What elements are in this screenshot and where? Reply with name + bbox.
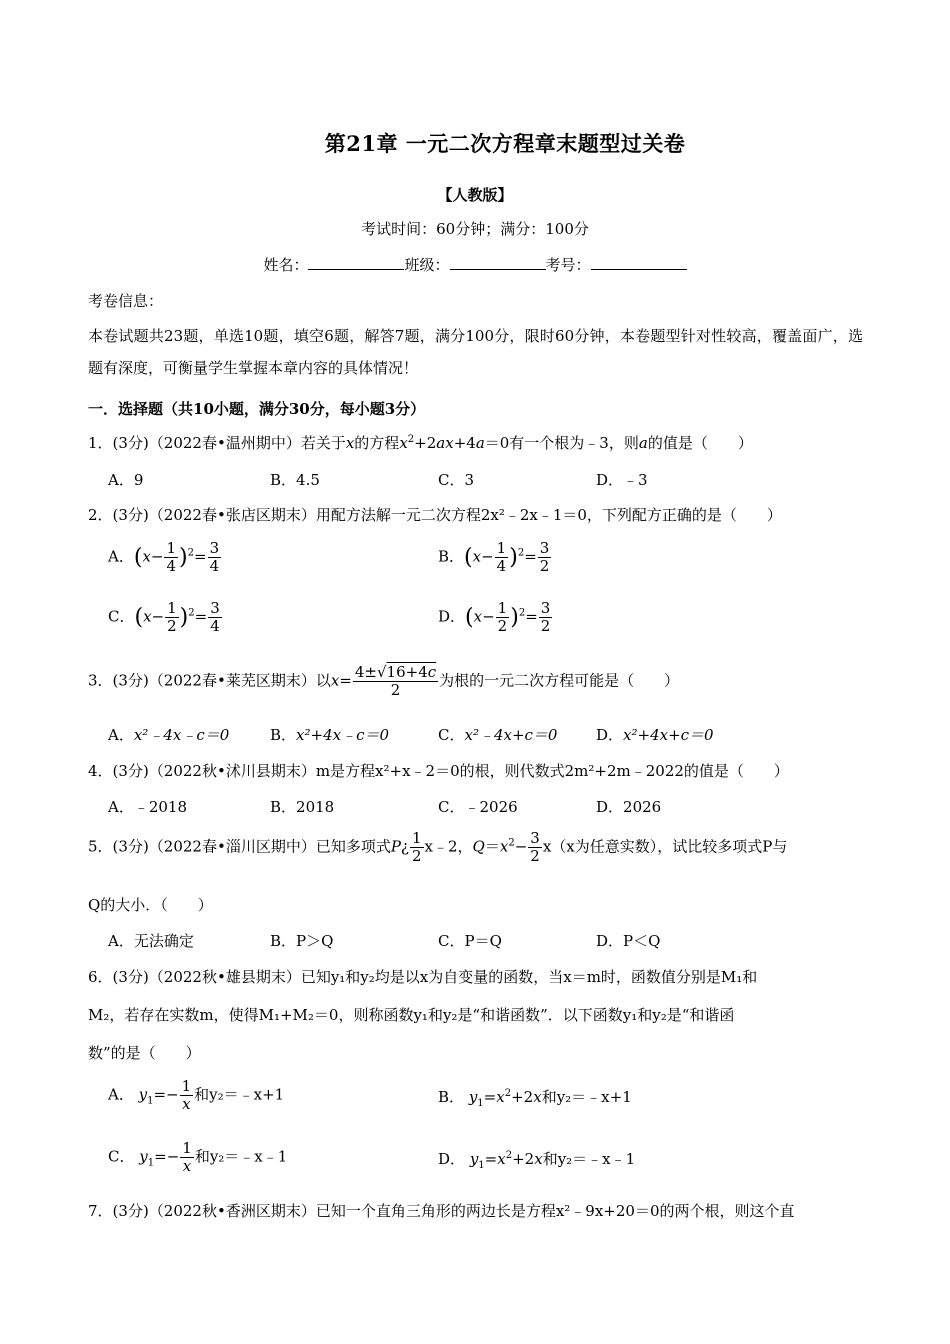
question-5-line2: Q的大小．（ ） xyxy=(88,896,213,914)
q2-option-a[interactable]: A．(x− $\frac{1}{4}$ )$^2$= $\frac{3}{4}$ xyxy=(108,539,220,575)
q1-option-a[interactable]: A．9 xyxy=(108,471,144,489)
class-blank[interactable] xyxy=(450,255,546,270)
question-4: 4．(3分)（2022秋•沭川县期末）m是方程x²+x﹣2＝0的根，则代数式2m²+2m﹣2022的值是（ ） xyxy=(88,762,789,780)
q6-option-d[interactable]: D． $y_1=x^2+2x$和y₂＝﹣x﹣1 xyxy=(438,1150,636,1171)
q1-option-d[interactable]: D．﹣3 xyxy=(596,471,648,489)
q4-option-c[interactable]: C．﹣2026 xyxy=(438,798,518,816)
q4-option-d[interactable]: D．2026 xyxy=(596,798,662,816)
q6-option-a[interactable]: A． $y_1=-$ $\frac{1}{x}$ 和y₂＝﹣x+1 xyxy=(108,1077,285,1113)
q1-option-b[interactable]: B．4.5 xyxy=(270,471,320,489)
q5-option-a[interactable]: A．无法确定 xyxy=(108,932,194,950)
class-label: 班级： xyxy=(404,256,450,274)
student-fields xyxy=(0,254,950,275)
q3-option-d[interactable]: D．x²+4x+c＝0 xyxy=(596,726,714,744)
section-heading: 一．选择题（共10小题，满分30分，每小题3分） xyxy=(88,400,426,418)
question-7: 7．(3分)（2022秋•香洲区期末）已知一个直角三角形的两边长是方程x²﹣9x+20＝0的两个根，则这个直 xyxy=(88,1202,795,1220)
info-body: 本卷试题共23题，单选10题，填空6题，解答7题，满分100分，限时60分钟，本卷题型针对性较高，覆盖面广，选题有深度，可衡量学生掌握本章内容的具体情况！ xyxy=(88,327,863,377)
name-blank[interactable] xyxy=(308,255,404,270)
q1-option-c[interactable]: C．3 xyxy=(438,471,475,489)
edition-label: 【人教版】 xyxy=(437,186,513,204)
q2-option-c[interactable]: C．(x− $\frac{1}{2}$ )$^2$= $\frac{3}{4}$ xyxy=(108,599,220,635)
q6-option-b[interactable]: B． $y_1=x^2+2x$和y₂＝﹣x+1 xyxy=(438,1088,632,1109)
id-label: 考号： xyxy=(545,256,591,274)
question-6-line2: M₂，若存在实数m，使得M₁+M₂＝0，则称函数y₁和y₂是“和谐函数”．以下函数y₁和y₂是“和谐函 xyxy=(88,1006,735,1024)
page-title: 第21章 一元二次方程章末题型过关卷 xyxy=(324,131,686,156)
q3-option-c[interactable]: C．x²﹣4x+c＝0 xyxy=(438,726,558,744)
q5-option-b[interactable]: B．P＞Q xyxy=(270,932,334,950)
q4-option-b[interactable]: B．2018 xyxy=(270,798,335,816)
q4-option-a[interactable]: A．﹣2018 xyxy=(108,798,188,816)
name-label: 姓名： xyxy=(263,256,309,274)
time-info: 考试时间：60分钟；满分：100分 xyxy=(361,220,589,238)
q2-option-d[interactable]: D．(x− $\frac{1}{2}$ )$^2$= $\frac{3}{2}$ xyxy=(438,599,551,635)
question-5: 5．(3分)（2022春•淄川区期中）已知多项式P¿ $\frac{1}{2}$ x﹣2，$Q=x^2-$ $\frac{3}{2}$ x（x为任意实数），试比较多项式P与 xyxy=(88,829,788,865)
question-2: 2．(3分)（2022春•张店区期末）用配方法解一元二次方程2x²﹣2x﹣1＝0，下列配方正确的是（ ） xyxy=(88,506,782,524)
q5-option-d[interactable]: D．P＜Q xyxy=(596,932,661,950)
question-6-line3: 数”的是（ ） xyxy=(88,1044,201,1062)
q3-option-a[interactable]: A．x²﹣4x﹣c＝0 xyxy=(108,726,230,744)
q5-option-c[interactable]: C．P＝Q xyxy=(438,932,502,950)
info-heading: 考卷信息： xyxy=(88,292,164,310)
question-1: 1．(3分)（2022春•温州期中）若关于x的方程$x^2+2ax+4a=0$有一个根为﹣3，则a的值是（ ） xyxy=(88,434,753,452)
q2-option-b[interactable]: B．(x− $\frac{1}{4}$ )$^2$= $\frac{3}{2}$ xyxy=(438,539,550,575)
q6-option-c[interactable]: C． $y_1=-$ $\frac{1}{x}$ 和y₂＝﹣x﹣1 xyxy=(108,1139,288,1175)
question-3: 3．(3分)（2022春•莱芜区期末）以x= $\frac{4\pm√16+4c}{2}$ 为根的一元二次方程可能是（ ） xyxy=(88,663,680,699)
q3-option-b[interactable]: B．x²+4x﹣c＝0 xyxy=(270,726,390,744)
question-6-line1: 6．(3分)（2022秋•雄县期末）已知y₁和y₂均是以x为自变量的函数，当x＝m时，函数值分别是M₁和 xyxy=(88,968,758,986)
id-blank[interactable] xyxy=(591,255,687,270)
